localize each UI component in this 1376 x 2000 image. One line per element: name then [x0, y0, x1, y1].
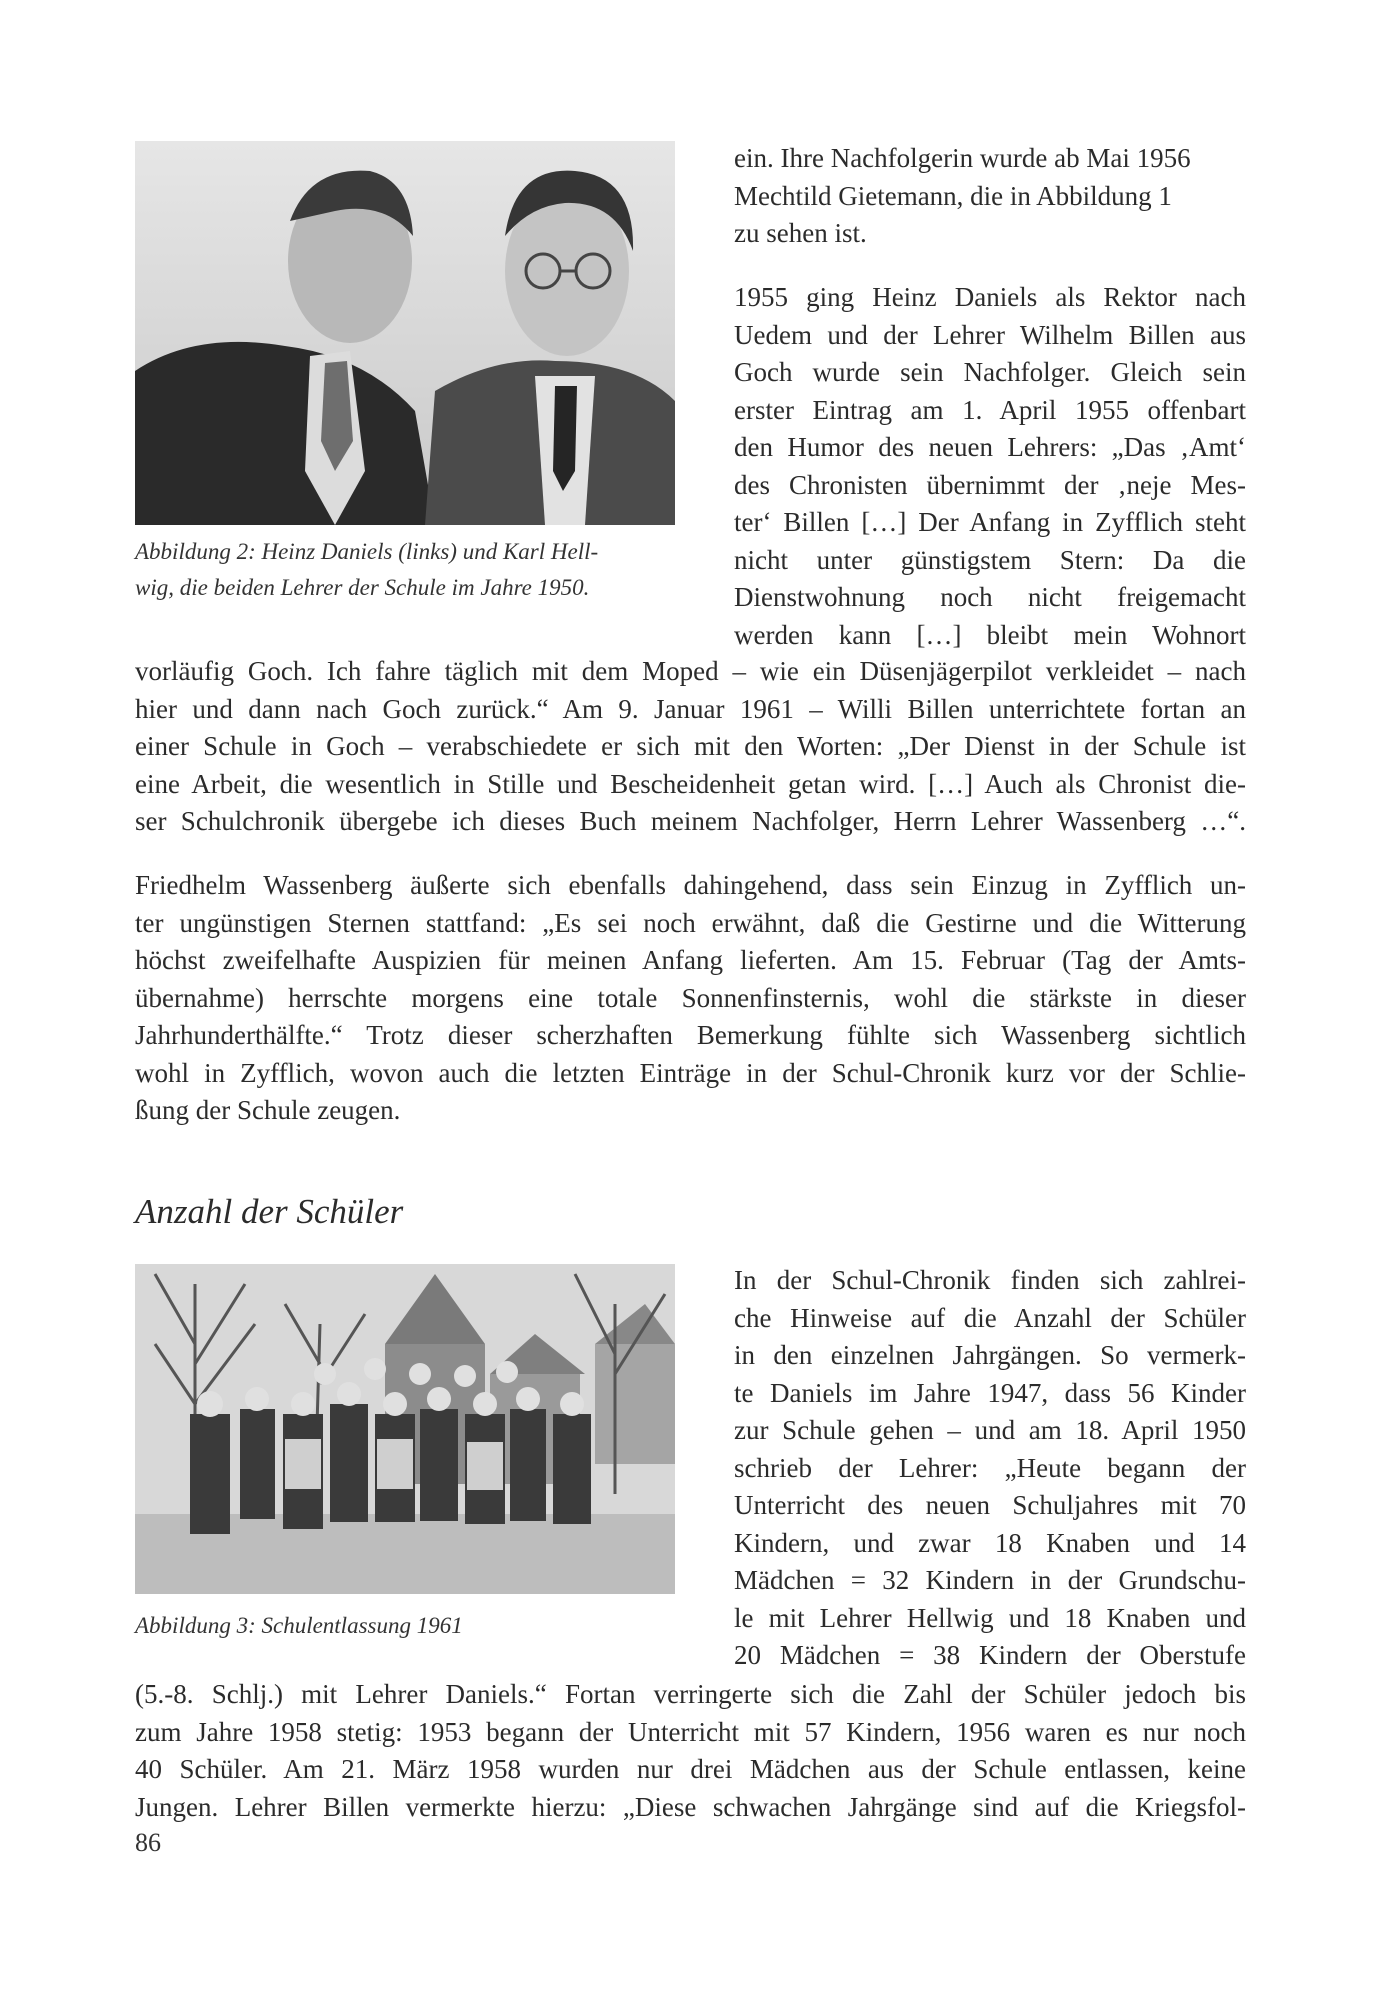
text-line: Uedem und der Lehrer Wilhelm Billen aus	[734, 319, 1246, 350]
text-line: zu sehen ist.	[734, 218, 867, 248]
caption-line: wig, die beiden Lehrer der Schule im Jahre 1950.	[135, 575, 590, 600]
text-line: Unterricht des neuen Schuljahres mit 70	[734, 1490, 1246, 1520]
text-line: le mit Lehrer Hellwig und 18 Knaben und	[734, 1602, 1246, 1633]
text-line: wohl in Zyfflich, wovon auch die letzten Einträge in der Schul-Chronik kurz vor der Schlie-	[135, 1057, 1246, 1088]
full-width-paragraph-3	[135, 1676, 1246, 1826]
right-column-paragraph-2	[734, 279, 1246, 654]
text-line: 20 Mädchen = 38 Kindern der Oberstufe	[734, 1640, 1246, 1670]
full-width-paragraph-2	[135, 867, 1246, 1130]
text-line: schrieb der Lehrer: „Heute begann der	[734, 1452, 1246, 1483]
text-line: Jahrhunderthälfte.“ Trotz dieser scherzhaften Bemerkung fühlte sich Wassenberg sichtlich	[135, 1020, 1246, 1050]
text-line: den Humor des neuen Lehrers: „Das ‚Amt‘	[734, 432, 1246, 462]
text-line: Dienstwohnung noch nicht freigemacht	[734, 582, 1246, 612]
text-line: zur Schule gehen – und am 18. April 1950	[734, 1415, 1246, 1445]
text-line: übernahme) herrschte morgens eine totale Sonnenfinsternis, wohl die stärkste in dieser	[135, 982, 1246, 1013]
text-line: vorläufig Goch. Ich fahre täglich mit dem Moped – wie ein Düsenjägerpilot verkleidet – nach	[135, 656, 1246, 686]
figure-2-photo	[135, 141, 675, 525]
class-photo-illustration	[135, 1264, 675, 1594]
page-number: 86	[135, 1828, 161, 1857]
text-line: Mädchen = 32 Kindern in der Grundschu-	[734, 1565, 1246, 1595]
text-line: höchst zweifelhafte Auspizien für meinen Anfang lieferten. Am 15. Februar (Tag der Amts-	[135, 945, 1246, 975]
text-line: Mechtild Gietemann, die in Abbildung 1	[734, 180, 1172, 211]
section-heading: Anzahl der Schüler	[135, 1192, 404, 1231]
text-line: che Hinweise auf die Anzahl der Schüler	[734, 1302, 1246, 1333]
text-line: ein. Ihre Nachfolgerin wurde ab Mai 1956	[734, 143, 1191, 173]
full-width-paragraph-1	[135, 653, 1246, 841]
text-line: 40 Schüler. Am 21. März 1958 wurden nur drei Mädchen aus der Schule entlassen, keine	[135, 1754, 1246, 1784]
portrait-photo-illustration	[135, 141, 675, 525]
text-line: nicht unter günstigstem Stern: Da die	[734, 544, 1246, 575]
figure-2-caption	[135, 534, 675, 606]
text-line: erster Eintrag am 1. April 1955 offenbart	[734, 394, 1246, 425]
figure-3-caption	[135, 1608, 675, 1644]
text-line: te Daniels im Jahre 1947, dass 56 Kinder	[734, 1377, 1246, 1408]
text-line: (5.-8. Schlj.) mit Lehrer Daniels.“ Fortan verringerte sich die Zahl der Schüler jedoch bis	[135, 1679, 1246, 1709]
caption-line: Abbildung 3: Schulentlassung 1961	[135, 1613, 463, 1638]
caption-line: Abbildung 2: Heinz Daniels (links) und Karl Hell-	[135, 539, 599, 564]
right-column-paragraph-3	[734, 1262, 1246, 1675]
figure-3-photo	[135, 1264, 675, 1594]
text-line: einer Schule in Goch – verabschiedete er sich mit den Worten: „Der Dienst in der Schule ist	[135, 731, 1246, 761]
text-line: in den einzelnen Jahrgängen. So vermerk-	[734, 1340, 1246, 1370]
text-line: werden kann […] bleibt mein Wohnort	[734, 619, 1246, 650]
text-line: 1955 ging Heinz Daniels als Rektor nach	[734, 282, 1246, 312]
text-line: ter‘ Billen […] Der Anfang in Zyfflich steht	[734, 507, 1246, 537]
text-line: zum Jahre 1958 stetig: 1953 begann der Unterricht mit 57 Kindern, 1956 waren es nur noch	[135, 1716, 1246, 1747]
text-line: Jungen. Lehrer Billen vermerkte hierzu: „Diese schwachen Jahrgänge sind auf die Kriegsfol-	[135, 1791, 1246, 1822]
text-line: In der Schul-Chronik finden sich zahlrei-	[734, 1265, 1246, 1295]
text-line: ser Schulchronik übergebe ich dieses Buch meinem Nachfolger, Herrn Lehrer Wassenberg …“.	[135, 806, 1246, 836]
text-line: eine Arbeit, die wesentlich in Stille und Bescheidenheit getan wird. […] Auch als Chronist die-	[135, 768, 1246, 799]
text-line: hier und dann nach Goch zurück.“ Am 9. Januar 1961 – Willi Billen unterrichtete fortan an	[135, 693, 1246, 724]
text-line: Goch wurde sein Nachfolger. Gleich sein	[734, 357, 1246, 387]
text-line: ßung der Schule zeugen.	[135, 1095, 401, 1125]
text-line: ter ungünstigen Sternen stattfand: „Es sei noch erwähnt, daß die Gestirne und die Witterung	[135, 907, 1246, 938]
text-line: Kindern, und zwar 18 Knaben und 14	[734, 1527, 1246, 1558]
right-column-paragraph-1	[734, 140, 1246, 253]
text-line: Friedhelm Wassenberg äußerte sich ebenfalls dahingehend, dass sein Einzug in Zyfflich un-	[135, 870, 1246, 900]
text-line: des Chronisten übernimmt der ‚neje Mes-	[734, 469, 1246, 500]
